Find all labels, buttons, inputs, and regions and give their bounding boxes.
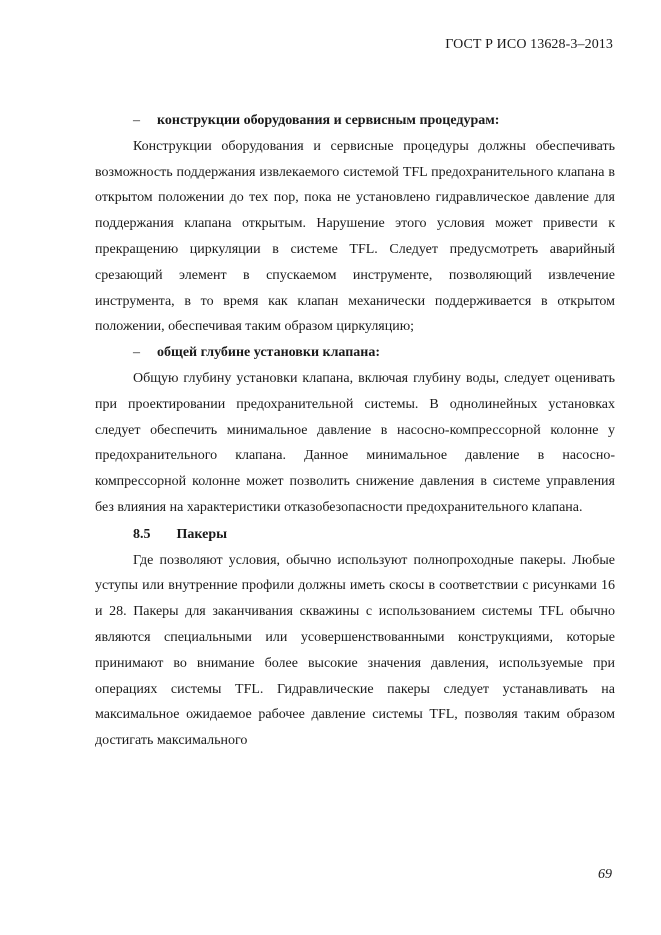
list-item-heading: общей глубине установки клапана: [157, 345, 381, 361]
document-body [95, 108, 615, 754]
list-dash: – [133, 345, 140, 361]
paragraph-equipment-design: Конструкции оборудования и сервисные процедуры должны обеспечивать возможность поддержания извлекаемого системой TFL предохранительного клапана в открытом положении до тех пор, пока не установлено гидравлическое давление для поддержания клапана открытым. Нарушение этого условия может привести к прекращению циркуляции в системе TFL. Следует предусмотреть аварийный срезающий элемент в спускаемом инструменте, позволяющий извлечение инструмента, в то время как клапан механически поддерживается в открытом положении, обеспечивая таким образом циркуляцию; [95, 138, 615, 335]
list-item-setting-depth [95, 340, 615, 366]
section-heading-packers [95, 522, 615, 548]
section-title: Пакеры [176, 526, 228, 542]
list-dash: – [133, 113, 140, 128]
page-number: 69 [598, 867, 612, 882]
section-number: 8.5 [133, 526, 151, 542]
paragraph-setting-depth: Общую глубину установки клапана, включая глубину воды, следует оценивать при проектировании предохранительной системы. В однолинейных установках следует обеспечить минимальное давление в насосно-компрессорной колонне у предохранительного клапана. Данное минимальное давление в насосно-компрессорной колонне может позволить снижение давления в системе управления без влияния на характеристики отказобезопасности предохранительного клапана. [95, 370, 615, 515]
document-standard-id: ГОСТ Р ИСО 13628-3–2013 [445, 37, 613, 52]
list-item-equipment-design [95, 108, 615, 134]
list-item-heading: конструкции оборудования и сервисным процедурам: [157, 113, 500, 128]
paragraph-packers: Где позволяют условия, обычно используют полнопроходные пакеры. Любые уступы или внутренние профили должны иметь скосы в соответствии с рисунками 16 и 28. Пакеры для заканчивания скважины с использованием системы TFL обычно являются специальными или усовершенствованными конструкциями, которые принимают во внимание более высокие значения давления, используемые при операциях системы TFL. Гидравлические пакеры следует устанавливать на максимальное ожидаемое рабочее давление системы TFL, позволяя таким образом достигать максимального [95, 552, 615, 749]
